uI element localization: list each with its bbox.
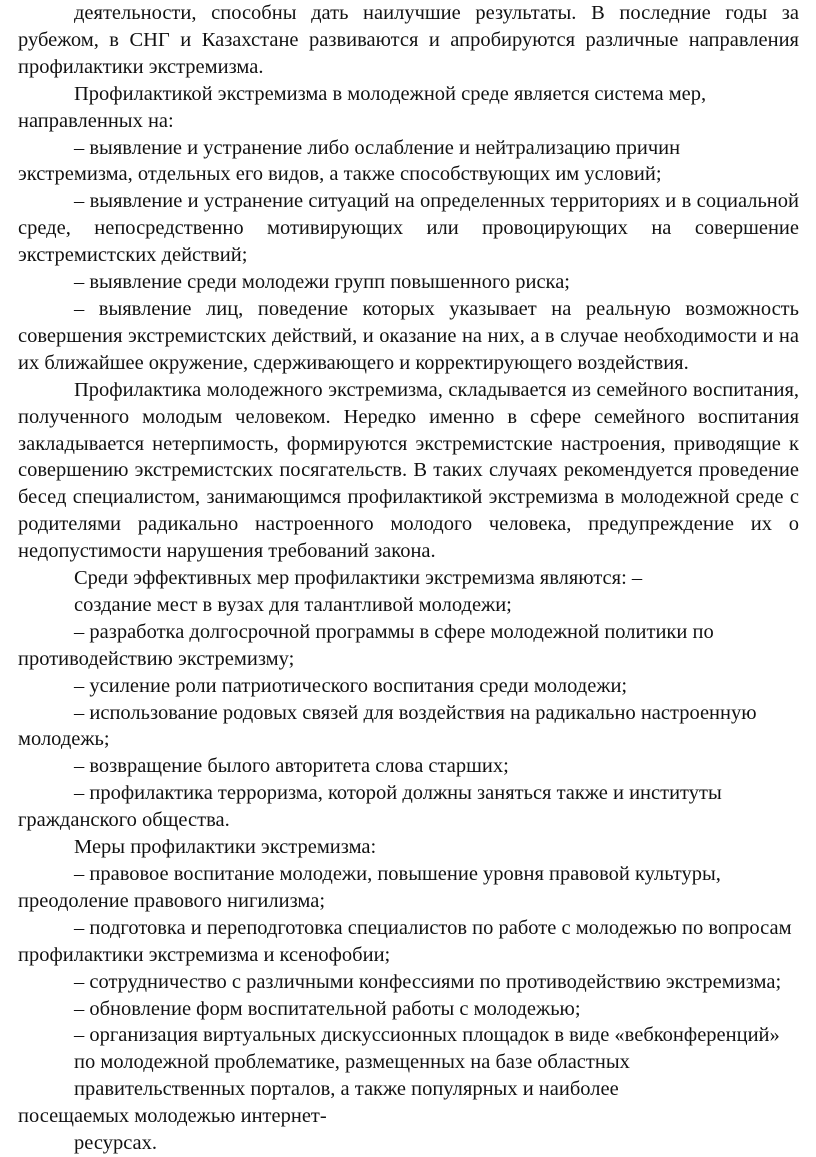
list-item: – выявление и устранение либо ослабление и нейтрализацию причин экстремизма, отдельных его видов, а также способствующих им условий; xyxy=(18,136,681,186)
list-item-continuation: по молодежной проблематике, размещенных на базе областных правительственных порталов, а также популярных и наиболее xyxy=(74,1051,630,1101)
list-item-continuation: посещаемых молодежью интернет- xyxy=(18,1105,327,1128)
list-item: – обновление форм воспитательной работы с молодежью; xyxy=(74,997,581,1020)
paragraph: деятельности, способны дать наилучшие результаты. В последние годы за рубежом, в СНГ и Казахстане развиваются и апробируются различные направления профилактики экстремизма. xyxy=(18,2,799,78)
list-item: – выявление среди молодежи групп повышенного риска; xyxy=(74,271,570,294)
list-item: – профилактика терроризма, которой должны заняться также и институты гражданского общества. xyxy=(18,782,722,832)
list-item: – сотрудничество с различными конфессиями по противодействию экстремизма; xyxy=(74,970,782,993)
document-page xyxy=(18,0,799,1157)
paragraph: Меры профилактики экстремизма: xyxy=(74,836,377,859)
list-item: создание мест в вузах для талантливой молодежи; xyxy=(74,593,512,616)
list-item: – возвращение былого авторитета слова старших; xyxy=(74,755,509,778)
list-item-continuation: ресурсах. xyxy=(74,1132,158,1155)
list-item: – подготовка и переподготовка специалистов по работе с молодежью по вопросам профилактики экстремизма и ксенофобии; xyxy=(18,916,792,966)
list-item: – выявление лиц, поведение которых указывает на реальную возможность совершения экстремистских действий, и оказание на них, а в случае необходимости и на их ближайшее окружение, сдерживающего и корректирующего воздействия. xyxy=(18,297,799,374)
paragraph: Среди эффективных мер профилактики экстремизма являются: – xyxy=(74,567,643,590)
list-item: – правовое воспитание молодежи, повышение уровня правовой культуры, преодоление правового нигилизма; xyxy=(18,863,721,912)
list-item: – организация виртуальных дискуссионных площадок в виде «вебконференций» xyxy=(74,1024,780,1047)
paragraph: Профилактикой экстремизма в молодежной среде является система мер, направленных на: xyxy=(18,82,707,132)
list-item: – разработка долгосрочной программы в сфере молодежной политики по противодействию экстремизму; xyxy=(18,620,714,670)
list-item: – усиление роли патриотического воспитания среди молодежи; xyxy=(74,674,628,697)
paragraph: Профилактика молодежного экстремизма, складывается из семейного воспитания, полученного молодым человеком. Нередко именно в сфере семейного воспитания закладывается нетерпимость, формируются экстремистские настроения, приводящие к совершению экстремистских посягательств. В таких случаях рекомендуется проведение бесед специалистом, занимающимся профилактикой экстремизма в молодежной среде с родителями радикально настроенного молодого человека, предупреждение их о недопустимости нарушения требований закона. xyxy=(18,378,799,563)
list-item: – использование родовых связей для воздействия на радикально настроенную молодежь; xyxy=(18,701,757,751)
list-item: – выявление и устранение ситуаций на определенных территориях и в социальной среде, непосредственно мотивирующих или провоцирующих на совершение экстремистских действий; xyxy=(18,190,799,267)
